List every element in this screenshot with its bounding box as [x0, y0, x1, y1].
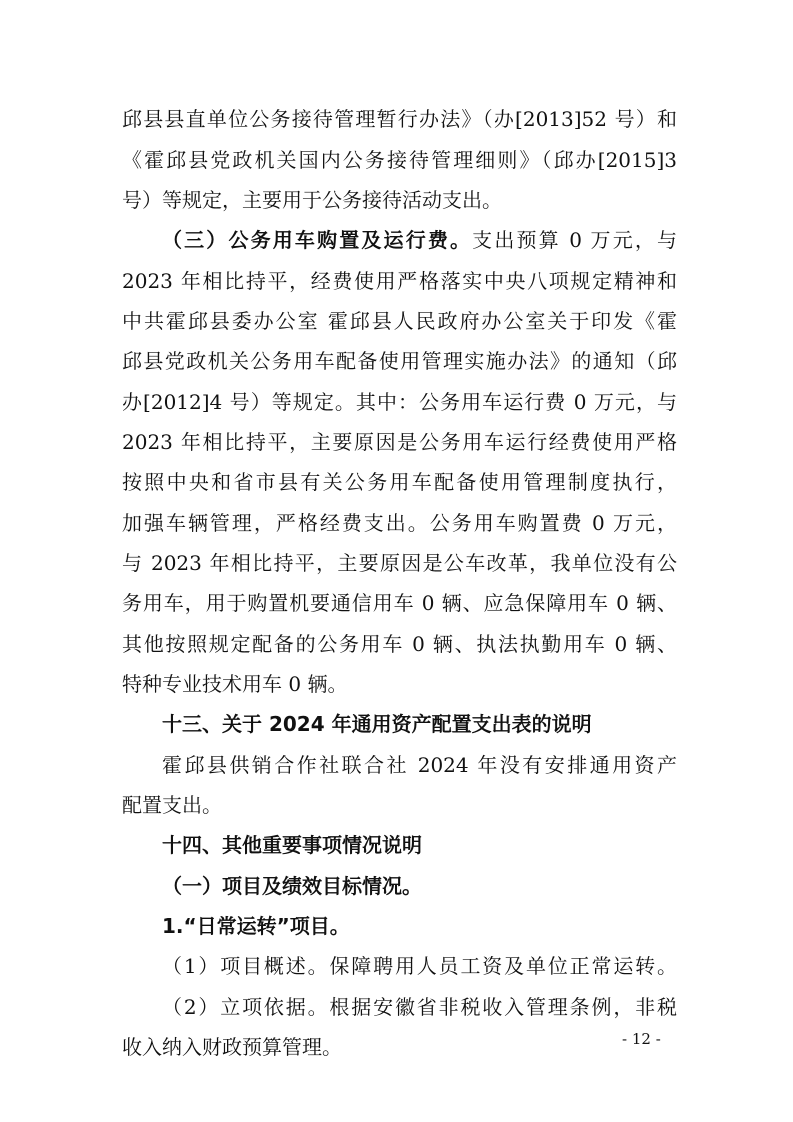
- text-line: 邱县县直单位公务接待管理暂行办法》（办[2013]52 号）和: [122, 107, 677, 131]
- text-line: 办[2012]4 号）等规定。其中：公务用车运行费 0 万元，与: [122, 390, 677, 414]
- text-line: 2023 年相比持平，经费使用严格落实中央八项规定精神和: [122, 269, 677, 293]
- text-line: 霍邱县供销合作社联合社 2024 年没有安排通用资产: [162, 753, 677, 777]
- item1-heading: 1.“日常运转”项目。: [162, 914, 350, 938]
- text-line: 配置支出。: [122, 793, 222, 817]
- subsection1-heading: （一）项目及绩效目标情况。: [162, 874, 422, 898]
- text-line: 特种专业技术用车 0 辆。: [122, 672, 348, 696]
- text-segment: 支出预算 0 万元，与: [472, 228, 677, 252]
- section14-heading: 十四、其他重要事项情况说明: [162, 833, 422, 857]
- text-line: 中共霍邱县委办公室 霍邱县人民政府办公室关于印发《霍: [122, 309, 677, 333]
- text-line: （2）立项依据。根据安徽省非税收入管理条例，非税: [162, 995, 677, 1019]
- text-line: 收入纳入财政预算管理。: [122, 1035, 342, 1059]
- text-line: 《霍邱县党政机关国内公务接待管理细则》（邱办[2015]3: [122, 148, 677, 172]
- vehicle-heading: （三）公务用车购置及运行费。: [162, 228, 473, 252]
- text-line: 务用车，用于购置机要通信用车 0 辆、应急保障用车 0 辆、: [122, 591, 677, 615]
- section13-heading: 十三、关于 2024 年通用资产配置支出表的说明: [162, 712, 592, 736]
- page-number: - 12 -: [622, 1030, 661, 1048]
- text-line: 按照中央和省市县有关公务用车配备使用管理制度执行，: [122, 470, 677, 494]
- text-line: 与 2023 年相比持平，主要原因是公车改革，我单位没有公: [122, 551, 677, 575]
- paragraph-vehicle-first-line: [162, 228, 677, 252]
- text-line: （1）项目概述。保障聘用人员工资及单位正常运转。: [162, 954, 677, 978]
- text-line: 号）等规定，主要用于公务接待活动支出。: [122, 188, 502, 212]
- text-line: 其他按照规定配备的公务用车 0 辆、执法执勤用车 0 辆、: [122, 632, 677, 656]
- text-line: 2023 年相比持平，主要原因是公务用车运行经费使用严格: [122, 430, 677, 454]
- text-line: 邱县党政机关公务用车配备使用管理实施办法》的通知（邱: [122, 349, 677, 373]
- text-line: 加强车辆管理，严格经费支出。公务用车购置费 0 万元，: [122, 511, 677, 535]
